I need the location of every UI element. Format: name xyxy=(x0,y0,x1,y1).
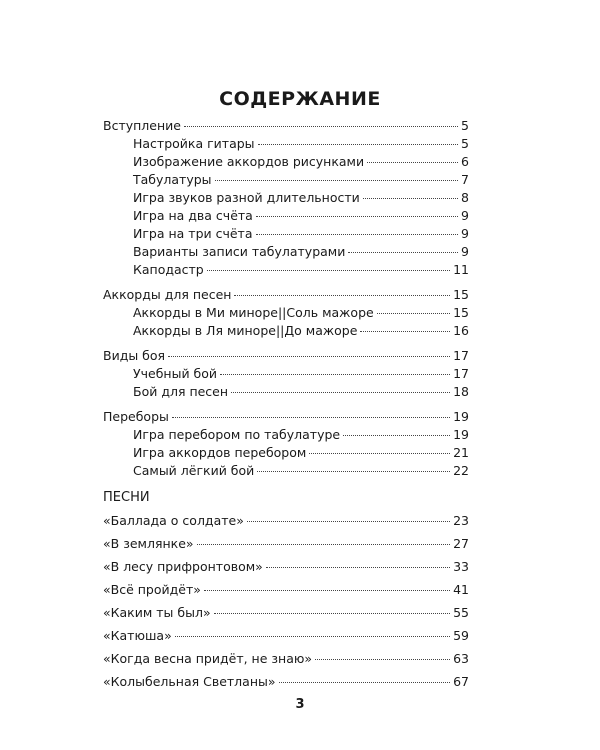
toc-song xyxy=(103,647,469,670)
toc-item xyxy=(103,153,469,171)
dot-leader xyxy=(231,392,450,393)
dot-leader xyxy=(197,544,451,545)
toc-item xyxy=(103,243,469,261)
toc-item xyxy=(103,383,469,401)
dot-leader xyxy=(215,180,459,181)
toc-page: 21 xyxy=(453,445,469,460)
toc-section-intro xyxy=(103,117,469,135)
page-number: 3 xyxy=(295,697,305,712)
songs-heading: ПЕСНИ xyxy=(103,490,150,505)
toc-item xyxy=(103,189,469,207)
toc-page: 11 xyxy=(453,262,469,277)
toc-page: 55 xyxy=(453,605,469,620)
toc-label: Настройка гитары xyxy=(133,136,255,151)
toc-label: Изображение аккордов рисунками xyxy=(133,154,365,169)
dot-leader xyxy=(257,471,450,472)
toc-label: Переборы xyxy=(103,409,169,424)
songs-list xyxy=(103,509,469,693)
toc-item xyxy=(103,261,469,279)
toc-label: «Когда весна придёт, не знаю» xyxy=(103,651,313,666)
dot-leader xyxy=(247,521,450,522)
toc-page: 5 xyxy=(461,118,469,133)
toc-page: 27 xyxy=(453,536,469,551)
toc-item xyxy=(103,225,469,243)
dot-leader xyxy=(172,417,450,418)
toc-page: 9 xyxy=(461,208,469,223)
toc-page: 7 xyxy=(461,172,469,187)
dot-leader xyxy=(258,144,459,145)
toc-label: Варианты записи табулатурами xyxy=(133,244,346,259)
toc-label: Бой для песен xyxy=(133,384,229,399)
page-title: СОДЕРЖАНИЕ xyxy=(219,88,381,110)
dot-leader xyxy=(309,453,450,454)
dot-leader xyxy=(360,331,450,332)
dot-leader xyxy=(348,252,458,253)
toc-label: «Всё пройдёт» xyxy=(103,582,201,597)
dot-leader xyxy=(207,270,450,271)
toc-item xyxy=(103,322,469,340)
toc-label: Аккорды в Ля миноре||До мажоре xyxy=(133,323,358,338)
toc-page: 9 xyxy=(461,226,469,241)
toc-song xyxy=(103,555,469,578)
toc-label: Табулатуры xyxy=(133,172,212,187)
toc-page: 59 xyxy=(453,628,469,643)
dot-leader xyxy=(256,216,458,217)
toc-song xyxy=(103,601,469,624)
toc-label: Игра на два счёта xyxy=(133,208,253,223)
toc-label: Виды боя xyxy=(103,348,166,363)
toc-label: Игра звуков разной длительности xyxy=(133,190,360,205)
toc-label: «Катюша» xyxy=(103,628,172,643)
toc-page: 17 xyxy=(453,348,469,363)
toc-label: Аккорды в Ми миноре||Соль мажоре xyxy=(133,305,374,320)
toc-label: Вступление xyxy=(103,118,181,133)
toc-section-strumming xyxy=(103,347,469,365)
toc-song xyxy=(103,670,469,693)
toc-item xyxy=(103,462,469,480)
toc-page: 16 xyxy=(453,323,469,338)
dot-leader xyxy=(234,295,450,296)
toc-label: Каподастр xyxy=(133,262,204,277)
toc-label: Самый лёгкий бой xyxy=(133,463,255,478)
toc-label: Игра аккордов перебором xyxy=(133,445,307,460)
toc-page: 63 xyxy=(453,651,469,666)
toc-item xyxy=(103,135,469,153)
dot-leader xyxy=(168,356,450,357)
toc-page: 41 xyxy=(453,582,469,597)
toc-page: 19 xyxy=(453,409,469,424)
toc-page: 8 xyxy=(461,190,469,205)
toc-page: 15 xyxy=(453,287,469,302)
dot-leader xyxy=(204,590,450,591)
toc-item xyxy=(103,304,469,322)
dot-leader xyxy=(220,374,450,375)
toc-item xyxy=(103,207,469,225)
dot-leader xyxy=(279,682,451,683)
toc-page: 18 xyxy=(453,384,469,399)
toc-label: Игра перебором по табулатуре xyxy=(133,427,341,442)
dot-leader xyxy=(367,162,458,163)
table-of-contents xyxy=(103,117,469,693)
toc-page: 23 xyxy=(453,513,469,528)
toc-item xyxy=(103,171,469,189)
toc-label: «В лесу прифронтовом» xyxy=(103,559,263,574)
toc-page: 15 xyxy=(453,305,469,320)
toc-song xyxy=(103,509,469,532)
toc-song xyxy=(103,532,469,555)
toc-label: «Каким ты был» xyxy=(103,605,211,620)
toc-label: Игра на три счёта xyxy=(133,226,253,241)
toc-page: 6 xyxy=(461,154,469,169)
toc-label: «Баллада о солдате» xyxy=(103,513,244,528)
toc-label: Аккорды для песен xyxy=(103,287,232,302)
toc-page: 33 xyxy=(453,559,469,574)
toc-song xyxy=(103,624,469,647)
toc-item xyxy=(103,365,469,383)
toc-item xyxy=(103,426,469,444)
toc-page: 22 xyxy=(453,463,469,478)
toc-song xyxy=(103,578,469,601)
dot-leader xyxy=(214,613,450,614)
dot-leader xyxy=(266,567,450,568)
dot-leader xyxy=(184,126,458,127)
toc-label: Учебный бой xyxy=(133,366,218,381)
dot-leader xyxy=(377,313,450,314)
toc-label: «Колыбельная Светланы» xyxy=(103,674,276,689)
dot-leader xyxy=(343,435,450,436)
toc-label: «В землянке» xyxy=(103,536,194,551)
toc-item xyxy=(103,444,469,462)
dot-leader xyxy=(363,198,458,199)
toc-page: 67 xyxy=(453,674,469,689)
toc-page: 5 xyxy=(461,136,469,151)
toc-section-chords xyxy=(103,286,469,304)
dot-leader xyxy=(175,636,450,637)
toc-page: 9 xyxy=(461,244,469,259)
toc-page: 19 xyxy=(453,427,469,442)
dot-leader xyxy=(315,659,450,660)
dot-leader xyxy=(256,234,459,235)
toc-section-picking xyxy=(103,408,469,426)
toc-page: 17 xyxy=(453,366,469,381)
